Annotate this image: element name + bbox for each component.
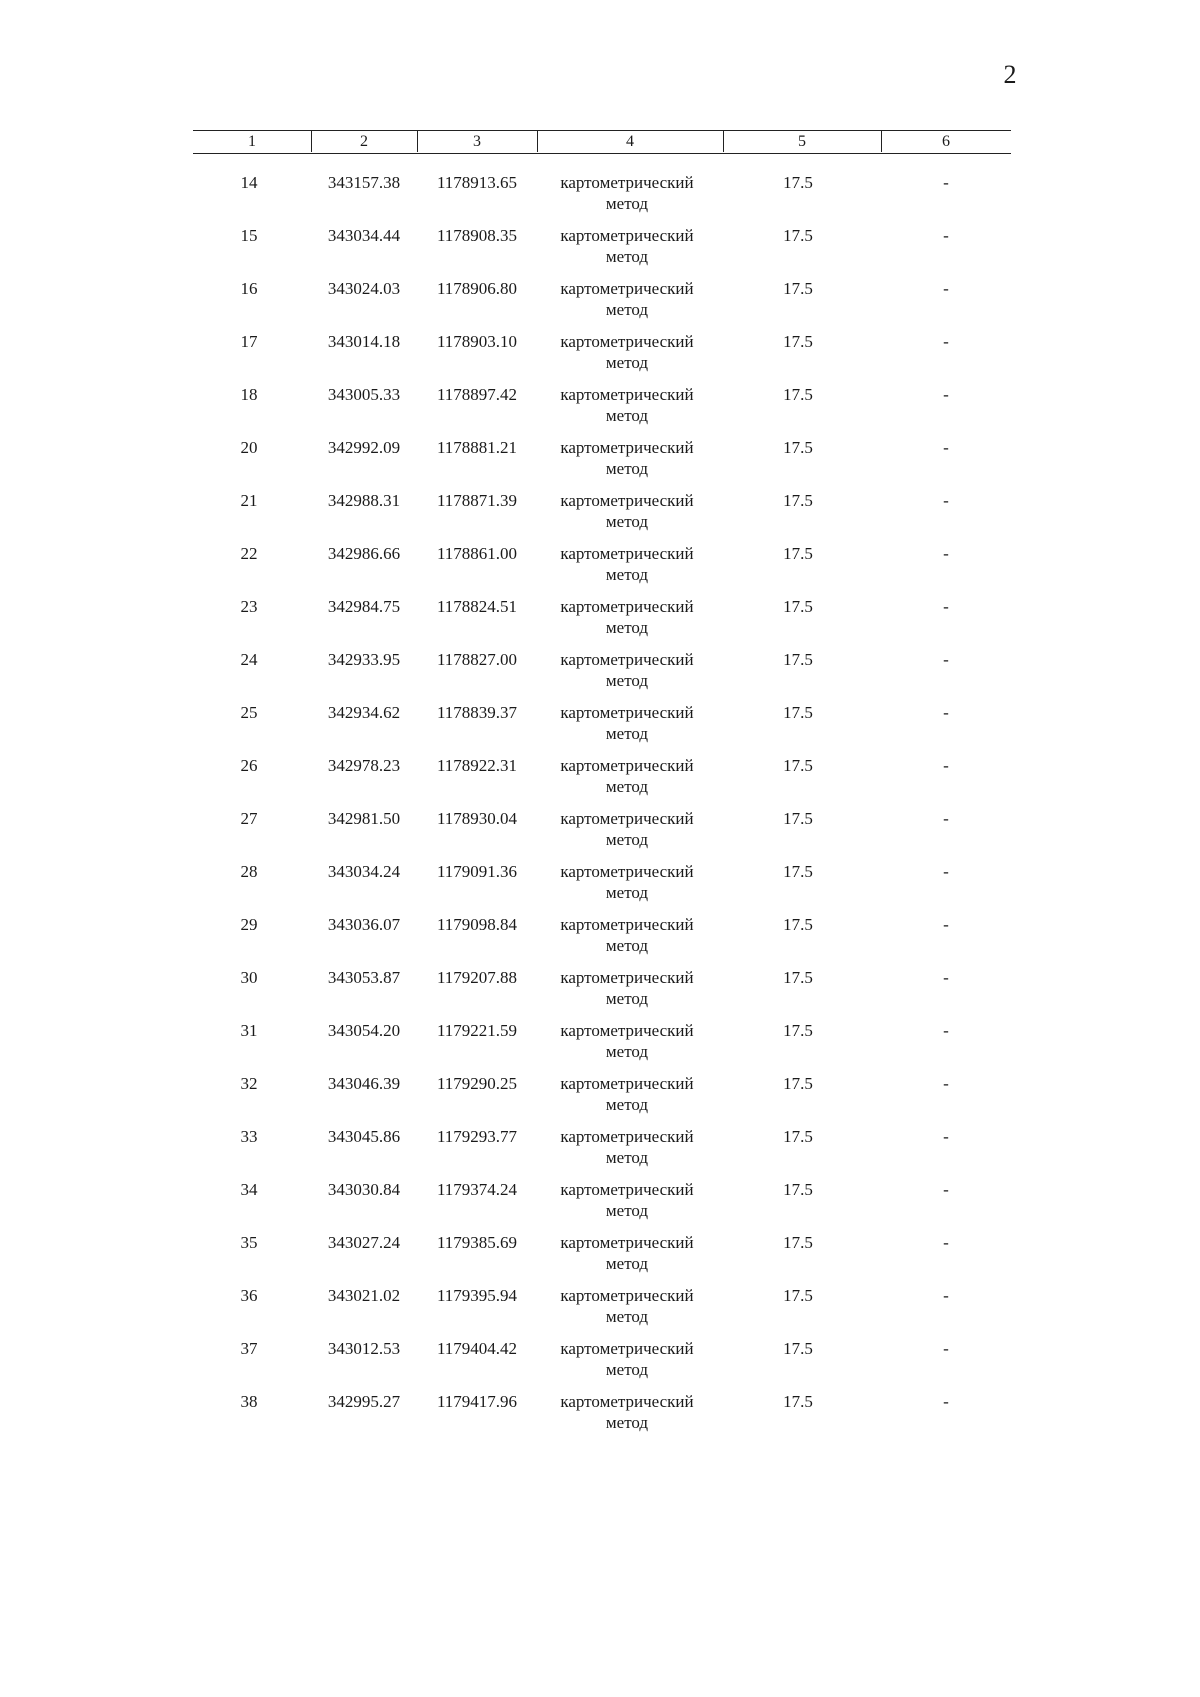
cell-note: - [943,279,949,298]
method-line-2: метод [605,671,649,690]
cell-point-number: 27 [240,809,258,828]
cell-y-coordinate: 1178908.35 [436,226,518,245]
cell-point-number: 22 [240,544,258,563]
method-line-1: картометрический [560,332,694,351]
cell-point-number: 14 [240,173,258,192]
method-line-2: метод [605,300,649,319]
method-line-2: метод [605,883,649,902]
cell-accuracy: 17.5 [783,491,813,510]
method-line-2: метод [605,1148,649,1167]
cell-x-coordinate: 343034.44 [327,226,401,245]
method-line-1: картометрический [560,279,694,298]
cell-x-coordinate: 342933.95 [327,650,401,669]
cell-method [537,278,717,320]
cell-accuracy: 17.5 [783,597,813,616]
cell-x-coordinate: 343005.33 [327,385,401,404]
method-line-2: метод [605,1360,649,1379]
cell-accuracy: 17.5 [783,1021,813,1040]
table-row [193,1126,1011,1176]
method-line-1: картометрический [560,1180,694,1199]
cell-x-coordinate: 343024.03 [327,279,401,298]
cell-note: - [943,597,949,616]
cell-y-coordinate: 1179374.24 [436,1180,518,1199]
table-row [193,331,1011,381]
cell-y-coordinate: 1179404.42 [436,1339,518,1358]
cell-accuracy: 17.5 [783,1286,813,1305]
table-row [193,808,1011,858]
method-line-1: картометрический [560,809,694,828]
cell-accuracy: 17.5 [783,1339,813,1358]
method-line-2: метод [605,512,649,531]
table-row [193,967,1011,1017]
method-line-1: картометрический [560,491,694,510]
method-line-1: картометрический [560,703,694,722]
cell-note: - [943,1074,949,1093]
cell-method [537,225,717,267]
cell-x-coordinate: 342992.09 [327,438,401,457]
cell-point-number: 23 [240,597,258,616]
cell-x-coordinate: 343027.24 [327,1233,401,1252]
cell-note: - [943,756,949,775]
cell-point-number: 26 [240,756,258,775]
cell-y-coordinate: 1178824.51 [436,597,518,616]
cell-method [537,1285,717,1327]
method-line-2: метод [605,194,649,213]
cell-note: - [943,332,949,351]
cell-method [537,1338,717,1380]
method-line-2: метод [605,1201,649,1220]
cell-accuracy: 17.5 [783,968,813,987]
cell-y-coordinate: 1178903.10 [436,332,518,351]
cell-note: - [943,1233,949,1252]
cell-point-number: 33 [240,1127,258,1146]
cell-x-coordinate: 342984.75 [327,597,401,616]
table-row [193,755,1011,805]
method-line-2: метод [605,353,649,372]
cell-method [537,861,717,903]
cell-note: - [943,385,949,404]
cell-accuracy: 17.5 [783,1392,813,1411]
cell-method [537,172,717,214]
cell-method [537,1232,717,1274]
header-col-6: 6 [942,133,950,150]
cell-point-number: 20 [240,438,258,457]
cell-x-coordinate: 342981.50 [327,809,401,828]
method-line-2: метод [605,565,649,584]
table-row [193,914,1011,964]
cell-point-number: 24 [240,650,258,669]
cell-note: - [943,226,949,245]
cell-point-number: 37 [240,1339,258,1358]
cell-accuracy: 17.5 [783,915,813,934]
method-line-1: картометрический [560,1392,694,1411]
cell-x-coordinate: 343021.02 [327,1286,401,1305]
cell-point-number: 18 [240,385,258,404]
cell-note: - [943,544,949,563]
method-line-2: метод [605,936,649,955]
table-row [193,1232,1011,1282]
method-line-2: метод [605,777,649,796]
table-row [193,596,1011,646]
cell-x-coordinate: 343036.07 [327,915,401,934]
cell-method [537,914,717,956]
cell-x-coordinate: 342995.27 [327,1392,401,1411]
method-line-2: метод [605,1307,649,1326]
method-line-1: картометрический [560,544,694,563]
cell-y-coordinate: 1178839.37 [436,703,518,722]
cell-method [537,437,717,479]
cell-x-coordinate: 343157.38 [327,173,401,192]
method-line-1: картометрический [560,1127,694,1146]
cell-y-coordinate: 1178897.42 [436,385,518,404]
cell-accuracy: 17.5 [783,385,813,404]
cell-point-number: 35 [240,1233,258,1252]
cell-note: - [943,1339,949,1358]
cell-point-number: 29 [240,915,258,934]
table-row [193,278,1011,328]
method-line-2: метод [605,1413,649,1432]
cell-y-coordinate: 1178906.80 [436,279,518,298]
cell-note: - [943,438,949,457]
table-row [193,1391,1011,1441]
cell-method [537,1391,717,1433]
method-line-2: метод [605,989,649,1008]
cell-point-number: 28 [240,862,258,881]
header-col-1: 1 [248,133,256,150]
cell-note: - [943,862,949,881]
table-row [193,437,1011,487]
cell-method [537,331,717,373]
method-line-1: картометрический [560,226,694,245]
cell-y-coordinate: 1179417.96 [436,1392,518,1411]
cell-accuracy: 17.5 [783,173,813,192]
table-row [193,702,1011,752]
cell-note: - [943,703,949,722]
cell-x-coordinate: 343054.20 [327,1021,401,1040]
cell-y-coordinate: 1179395.94 [436,1286,518,1305]
cell-point-number: 30 [240,968,258,987]
header-col-2: 2 [360,133,368,150]
cell-x-coordinate: 343014.18 [327,332,401,351]
cell-x-coordinate: 343030.84 [327,1180,401,1199]
header-col-5: 5 [798,133,806,150]
cell-method [537,808,717,850]
header-col-4: 4 [626,133,634,150]
cell-note: - [943,491,949,510]
cell-x-coordinate: 342988.31 [327,491,401,510]
cell-note: - [943,915,949,934]
cell-x-coordinate: 343034.24 [327,862,401,881]
method-line-2: метод [605,406,649,425]
cell-y-coordinate: 1178881.21 [436,438,518,457]
method-line-1: картометрический [560,385,694,404]
cell-method [537,1126,717,1168]
cell-point-number: 16 [240,279,258,298]
table-row [193,172,1011,222]
cell-x-coordinate: 342986.66 [327,544,401,563]
cell-accuracy: 17.5 [783,862,813,881]
cell-method [537,596,717,638]
cell-accuracy: 17.5 [783,650,813,669]
cell-method [537,649,717,691]
cell-accuracy: 17.5 [783,1074,813,1093]
cell-point-number: 17 [240,332,258,351]
table-row [193,649,1011,699]
cell-accuracy: 17.5 [783,809,813,828]
cell-x-coordinate: 342934.62 [327,703,401,722]
method-line-2: метод [605,1254,649,1273]
table-row [193,490,1011,540]
cell-method [537,702,717,744]
cell-y-coordinate: 1179098.84 [436,915,518,934]
table-row [193,861,1011,911]
table-row [193,384,1011,434]
cell-y-coordinate: 1178861.00 [436,544,518,563]
table-row [193,225,1011,275]
method-line-1: картометрический [560,173,694,192]
method-line-1: картометрический [560,862,694,881]
cell-accuracy: 17.5 [783,703,813,722]
method-line-2: метод [605,724,649,743]
cell-y-coordinate: 1179290.25 [436,1074,518,1093]
cell-x-coordinate: 343046.39 [327,1074,401,1093]
cell-note: - [943,1021,949,1040]
table-row [193,1073,1011,1123]
cell-x-coordinate: 343053.87 [327,968,401,987]
page-number: 2 [1003,60,1017,89]
method-line-1: картометрический [560,1074,694,1093]
cell-y-coordinate: 1178913.65 [436,173,518,192]
cell-accuracy: 17.5 [783,1127,813,1146]
table-row [193,1020,1011,1070]
method-line-1: картометрический [560,650,694,669]
cell-point-number: 32 [240,1074,258,1093]
cell-y-coordinate: 1179091.36 [436,862,518,881]
cell-method [537,1073,717,1115]
table-row [193,543,1011,593]
cell-note: - [943,1127,949,1146]
method-line-2: метод [605,830,649,849]
cell-accuracy: 17.5 [783,332,813,351]
method-line-1: картометрический [560,597,694,616]
cell-y-coordinate: 1178930.04 [436,809,518,828]
cell-y-coordinate: 1179385.69 [436,1233,518,1252]
method-line-2: метод [605,247,649,266]
cell-accuracy: 17.5 [783,279,813,298]
cell-note: - [943,1286,949,1305]
table-row [193,1285,1011,1335]
cell-accuracy: 17.5 [783,1180,813,1199]
cell-point-number: 31 [240,1021,258,1040]
cell-method [537,755,717,797]
cell-point-number: 38 [240,1392,258,1411]
cell-method [537,490,717,532]
cell-accuracy: 17.5 [783,226,813,245]
cell-method [537,967,717,1009]
cell-point-number: 25 [240,703,258,722]
cell-y-coordinate: 1178922.31 [436,756,518,775]
cell-point-number: 21 [240,491,258,510]
cell-note: - [943,809,949,828]
method-line-2: метод [605,1095,649,1114]
method-line-1: картометрический [560,1286,694,1305]
cell-accuracy: 17.5 [783,544,813,563]
cell-x-coordinate: 343045.86 [327,1127,401,1146]
cell-point-number: 36 [240,1286,258,1305]
header-col-3: 3 [473,133,481,150]
cell-x-coordinate: 343012.53 [327,1339,401,1358]
cell-method [537,1020,717,1062]
cell-method [537,384,717,426]
cell-note: - [943,968,949,987]
method-line-2: метод [605,618,649,637]
method-line-1: картометрический [560,1233,694,1252]
cell-note: - [943,650,949,669]
cell-method [537,543,717,585]
method-line-1: картометрический [560,1021,694,1040]
cell-y-coordinate: 1179221.59 [436,1021,518,1040]
cell-accuracy: 17.5 [783,756,813,775]
method-line-1: картометрический [560,968,694,987]
cell-x-coordinate: 342978.23 [327,756,401,775]
table-row [193,1179,1011,1229]
cell-accuracy: 17.5 [783,438,813,457]
method-line-1: картометрический [560,915,694,934]
cell-y-coordinate: 1178827.00 [436,650,518,669]
cell-accuracy: 17.5 [783,1233,813,1252]
cell-method [537,1179,717,1221]
method-line-2: метод [605,459,649,478]
method-line-1: картометрический [560,438,694,457]
cell-point-number: 15 [240,226,258,245]
table-header [193,130,1011,154]
table-row [193,1338,1011,1388]
cell-note: - [943,1180,949,1199]
cell-point-number: 34 [240,1180,258,1199]
cell-y-coordinate: 1179293.77 [436,1127,518,1146]
cell-y-coordinate: 1179207.88 [436,968,518,987]
method-line-2: метод [605,1042,649,1061]
cell-note: - [943,1392,949,1411]
cell-y-coordinate: 1178871.39 [436,491,518,510]
cell-note: - [943,173,949,192]
method-line-1: картометрический [560,756,694,775]
method-line-1: картометрический [560,1339,694,1358]
